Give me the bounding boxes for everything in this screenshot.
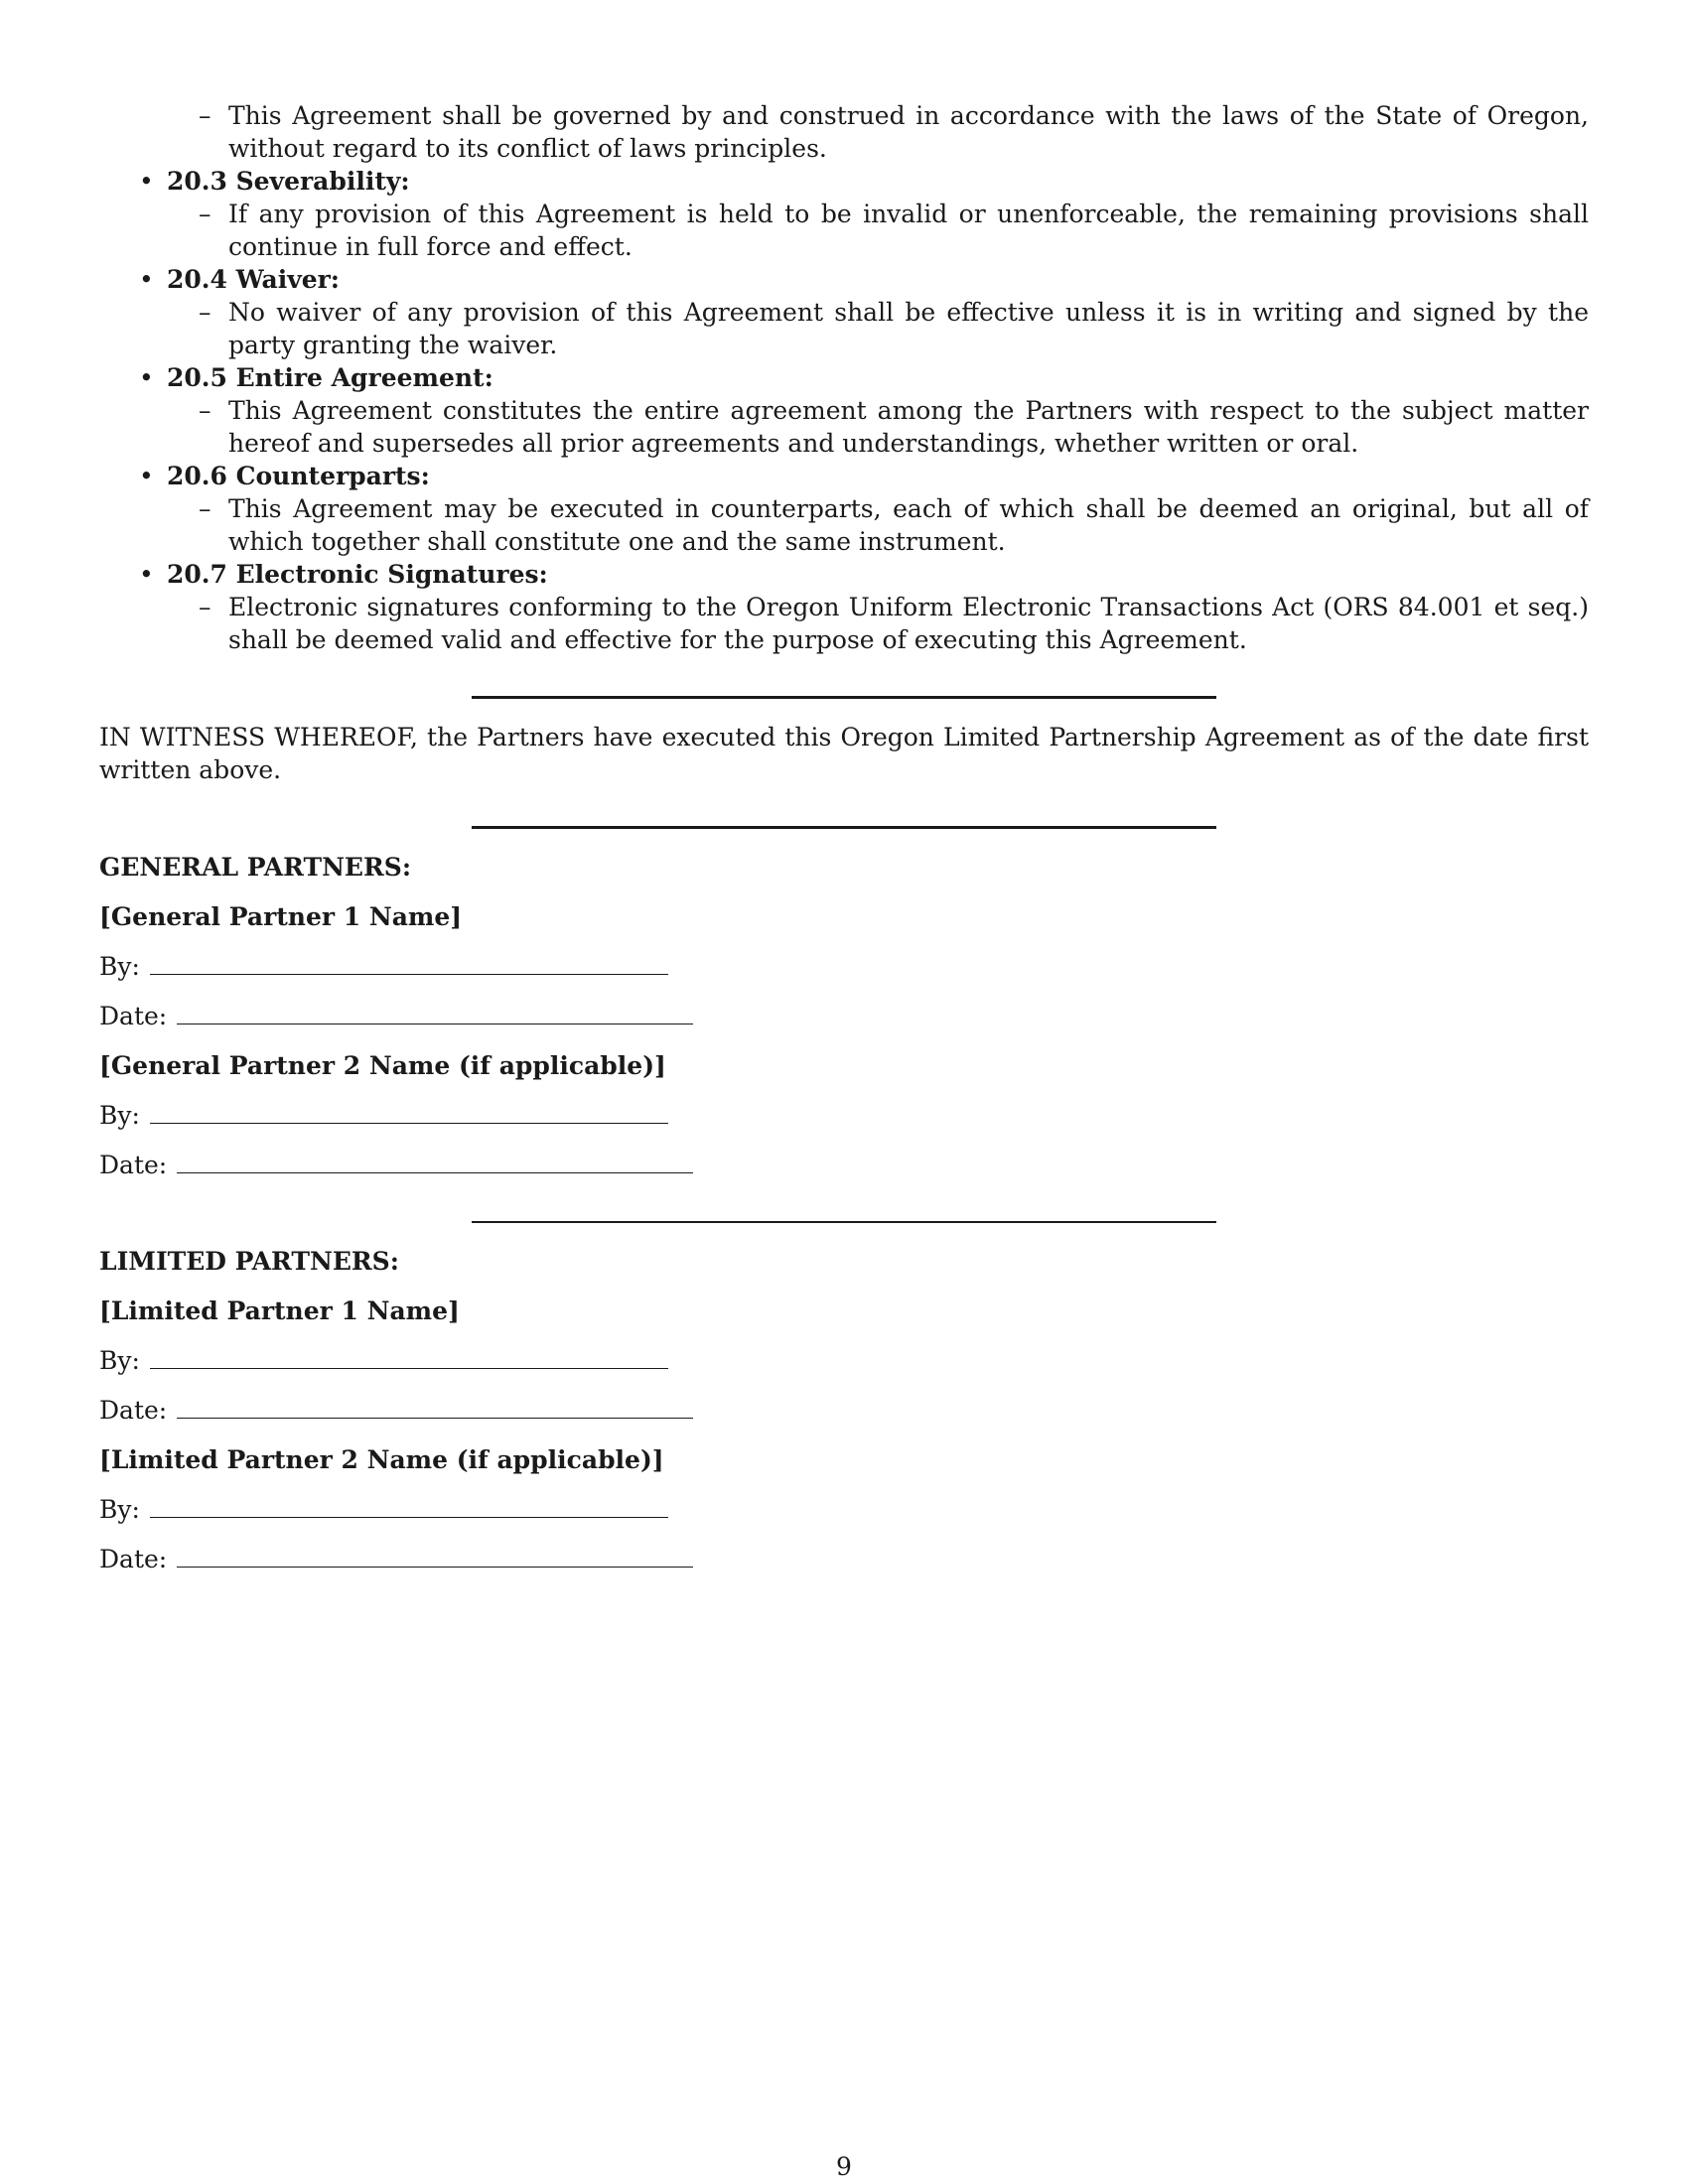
signature-field[interactable] (150, 952, 668, 975)
section-body: If any provision of this Agreement is held to be invalid or unenforceable, the remaining provisions shall continue in full force and effect. (228, 200, 1589, 261)
general-partner-2-name: [General Partner 2 Name (if applicable)] (99, 1051, 666, 1080)
date-label: Date: (99, 1151, 168, 1179)
section-heading: 20.6 Counterparts: (167, 462, 430, 490)
limited-partner-2-date-line (99, 1543, 1589, 1575)
date-label: Date: (99, 1396, 168, 1425)
section-body: Electronic signatures conforming to the Oregon Uniform Electronic Transactions Act (ORS 84.001 et seq.) shall be deemed valid and effective for the purpose of executing this Agreement. (228, 593, 1589, 654)
dash-marker: – (199, 298, 211, 327)
date-field[interactable] (177, 1002, 693, 1024)
bullet-marker: • (139, 560, 154, 589)
bullet-marker: • (139, 167, 154, 196)
dash-marker: – (199, 101, 211, 130)
section-heading: 20.3 Severability: (167, 167, 410, 196)
limited-partner-1-date-line (99, 1394, 1589, 1427)
section-20-5 (99, 361, 1589, 394)
section-20-4 (99, 263, 1589, 296)
horizontal-rule (472, 1221, 1216, 1223)
section-20-5-text (99, 394, 1589, 460)
general-partners-title: GENERAL PARTNERS: (99, 853, 412, 882)
general-partner-1-date-line (99, 1000, 1589, 1032)
dash-marker: – (199, 200, 211, 228)
dash-marker: – (199, 494, 211, 523)
by-label: By: (99, 952, 140, 981)
governing-law-text: This Agreement shall be governed by and construed in accordance with the laws of the State of Oregon, without regard to its conflict of laws principles. (228, 101, 1589, 163)
general-partner-2-date-line (99, 1149, 1589, 1181)
section-20-3 (99, 165, 1589, 198)
limited-partner-1-by-line (99, 1344, 1589, 1377)
section-20-6 (99, 460, 1589, 492)
section-20-7-text (99, 591, 1589, 656)
page-number: 9 (836, 2152, 852, 2181)
section-20-6-text (99, 492, 1589, 558)
limited-partner-2-name: [Limited Partner 2 Name (if applicable)] (99, 1445, 664, 1474)
document-page (99, 99, 1589, 1575)
section-20-4-text (99, 296, 1589, 361)
signature-field[interactable] (150, 1346, 668, 1369)
governing-law-subitem (99, 99, 1589, 165)
general-partner-2-by-line (99, 1099, 1589, 1132)
horizontal-rule (472, 696, 1216, 699)
date-field[interactable] (177, 1545, 693, 1568)
limited-partner-2-by-line (99, 1493, 1589, 1526)
section-heading: 20.5 Entire Agreement: (167, 363, 493, 392)
dash-marker: – (199, 396, 211, 425)
dash-marker: – (199, 593, 211, 621)
section-20-3-text (99, 198, 1589, 263)
general-partner-1-name: [General Partner 1 Name] (99, 902, 463, 931)
signature-field[interactable] (150, 1101, 668, 1124)
section-body: This Agreement may be executed in counterparts, each of which shall be deemed an original, but all of which together shall constitute one and the same instrument. (228, 494, 1589, 556)
bullet-marker: • (139, 265, 154, 294)
section-body: This Agreement constitutes the entire agreement among the Partners with respect to the subject matter hereof and supersedes all prior agreements and understandings, whether written or oral. (228, 396, 1589, 458)
limited-partners-title: LIMITED PARTNERS: (99, 1247, 399, 1276)
general-partner-1-by-line (99, 950, 1589, 983)
bullet-marker: • (139, 462, 154, 490)
signature-field[interactable] (150, 1495, 668, 1518)
section-body: No waiver of any provision of this Agreement shall be effective unless it is in writing and signed by the party granting the waiver. (228, 298, 1589, 359)
horizontal-rule (472, 826, 1216, 829)
limited-partner-1-name: [Limited Partner 1 Name] (99, 1297, 460, 1325)
date-label: Date: (99, 1545, 168, 1573)
section-heading: 20.4 Waiver: (167, 265, 341, 294)
date-label: Date: (99, 1002, 168, 1030)
witness-paragraph: IN WITNESS WHEREOF, the Partners have executed this Oregon Limited Partnership Agreement as of the date first written above. (99, 723, 1589, 784)
by-label: By: (99, 1346, 140, 1375)
by-label: By: (99, 1101, 140, 1130)
date-field[interactable] (177, 1151, 693, 1173)
by-label: By: (99, 1495, 140, 1524)
bullet-marker: • (139, 363, 154, 392)
section-heading: 20.7 Electronic Signatures: (167, 560, 548, 589)
date-field[interactable] (177, 1396, 693, 1419)
section-20-7 (99, 558, 1589, 591)
